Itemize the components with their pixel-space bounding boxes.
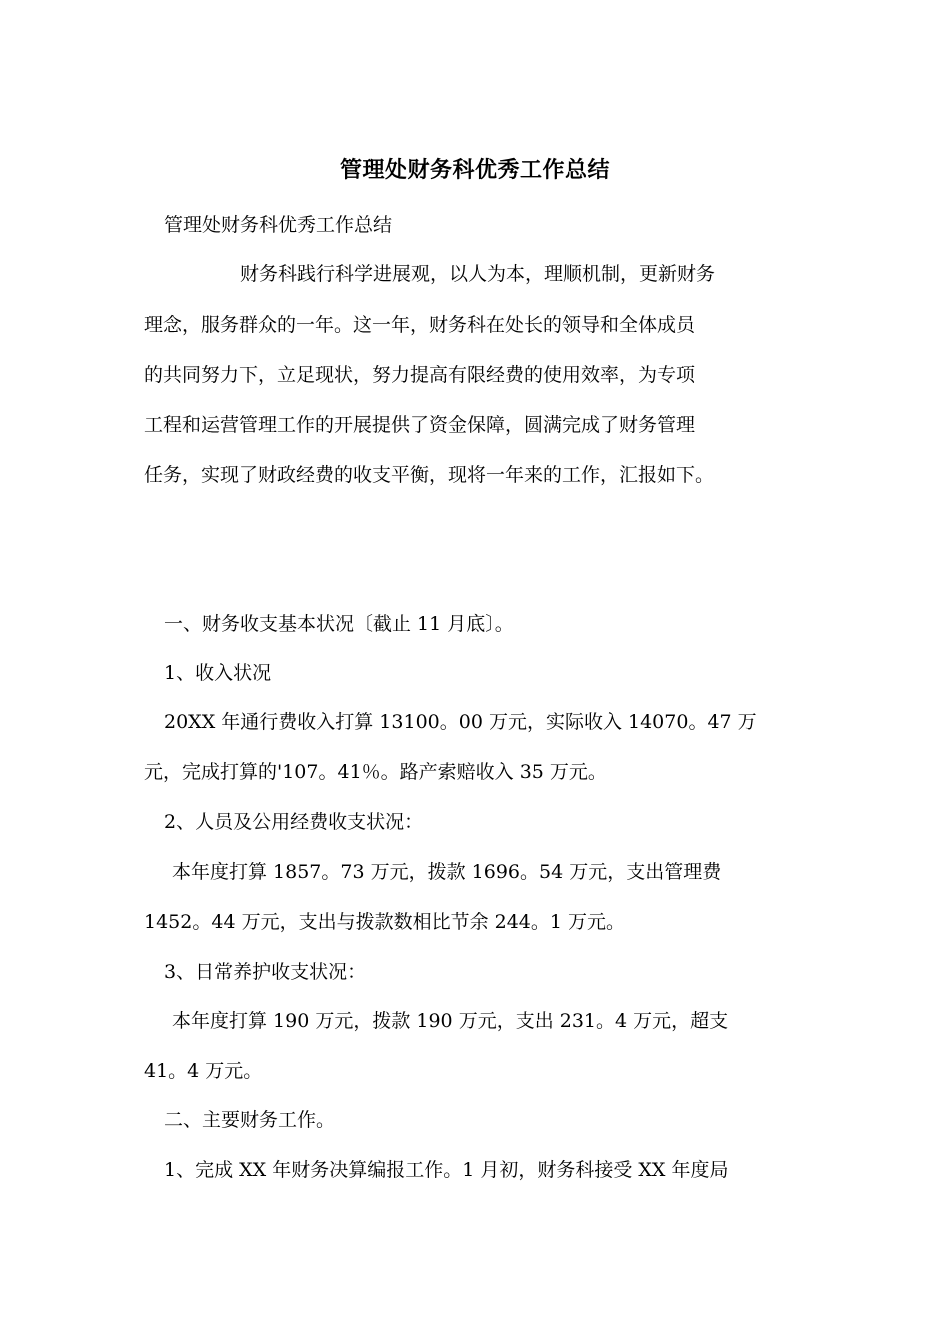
paragraph-line: 的共同努力下，立足现状，努力提高有限经费的使用效率，为专项 (144, 364, 696, 386)
paragraph-line: 财务科践行科学进展观，以人为本，理顺机制，更新财务 (240, 263, 716, 285)
paragraph-line: 工程和运营管理工作的开展提供了资金保障，圆满完成了财务管理 (144, 414, 696, 436)
paragraph-line: 41。4 万元。 (144, 1060, 263, 1082)
document-subtitle: 管理处财务科优秀工作总结 (164, 214, 393, 236)
paragraph-line: 本年度打算 190 万元，拨款 190 万元，支出 231。4 万元，超支 (172, 1010, 729, 1032)
document-title: 管理处财务科优秀工作总结 (339, 157, 610, 183)
subsection-heading: 3、日常养护收支状况： (164, 961, 367, 983)
subsection-heading: 2、人员及公用经费收支状况： (164, 811, 424, 833)
paragraph-line: 1、完成 XX 年财务决算编报工作。1 月初，财务科接受 XX 年度局 (164, 1159, 729, 1181)
paragraph-line: 理念，服务群众的一年。这一年，财务科在处长的领导和全体成员 (144, 314, 696, 336)
paragraph-line: 元，完成打算的'107。41％。路产索赔收入 35 万元。 (144, 761, 607, 783)
subsection-heading: 1、收入状况 (164, 662, 272, 684)
paragraph-line: 任务，实现了财政经费的收支平衡，现将一年来的工作，汇报如下。 (144, 464, 715, 486)
paragraph-line: 20XX 年通行费收入打算 13100。00 万元，实际收入 14070。47 万 (164, 711, 757, 733)
section-heading: 一、财务收支基本状况〔截止 11 月底〕。 (164, 613, 514, 635)
section-heading: 二、主要财务工作。 (164, 1109, 336, 1131)
paragraph-line: 1452。44 万元，支出与拨款数相比节余 244。1 万元。 (144, 911, 626, 933)
paragraph-line: 本年度打算 1857。73 万元，拨款 1696。54 万元，支出管理费 (172, 861, 722, 883)
